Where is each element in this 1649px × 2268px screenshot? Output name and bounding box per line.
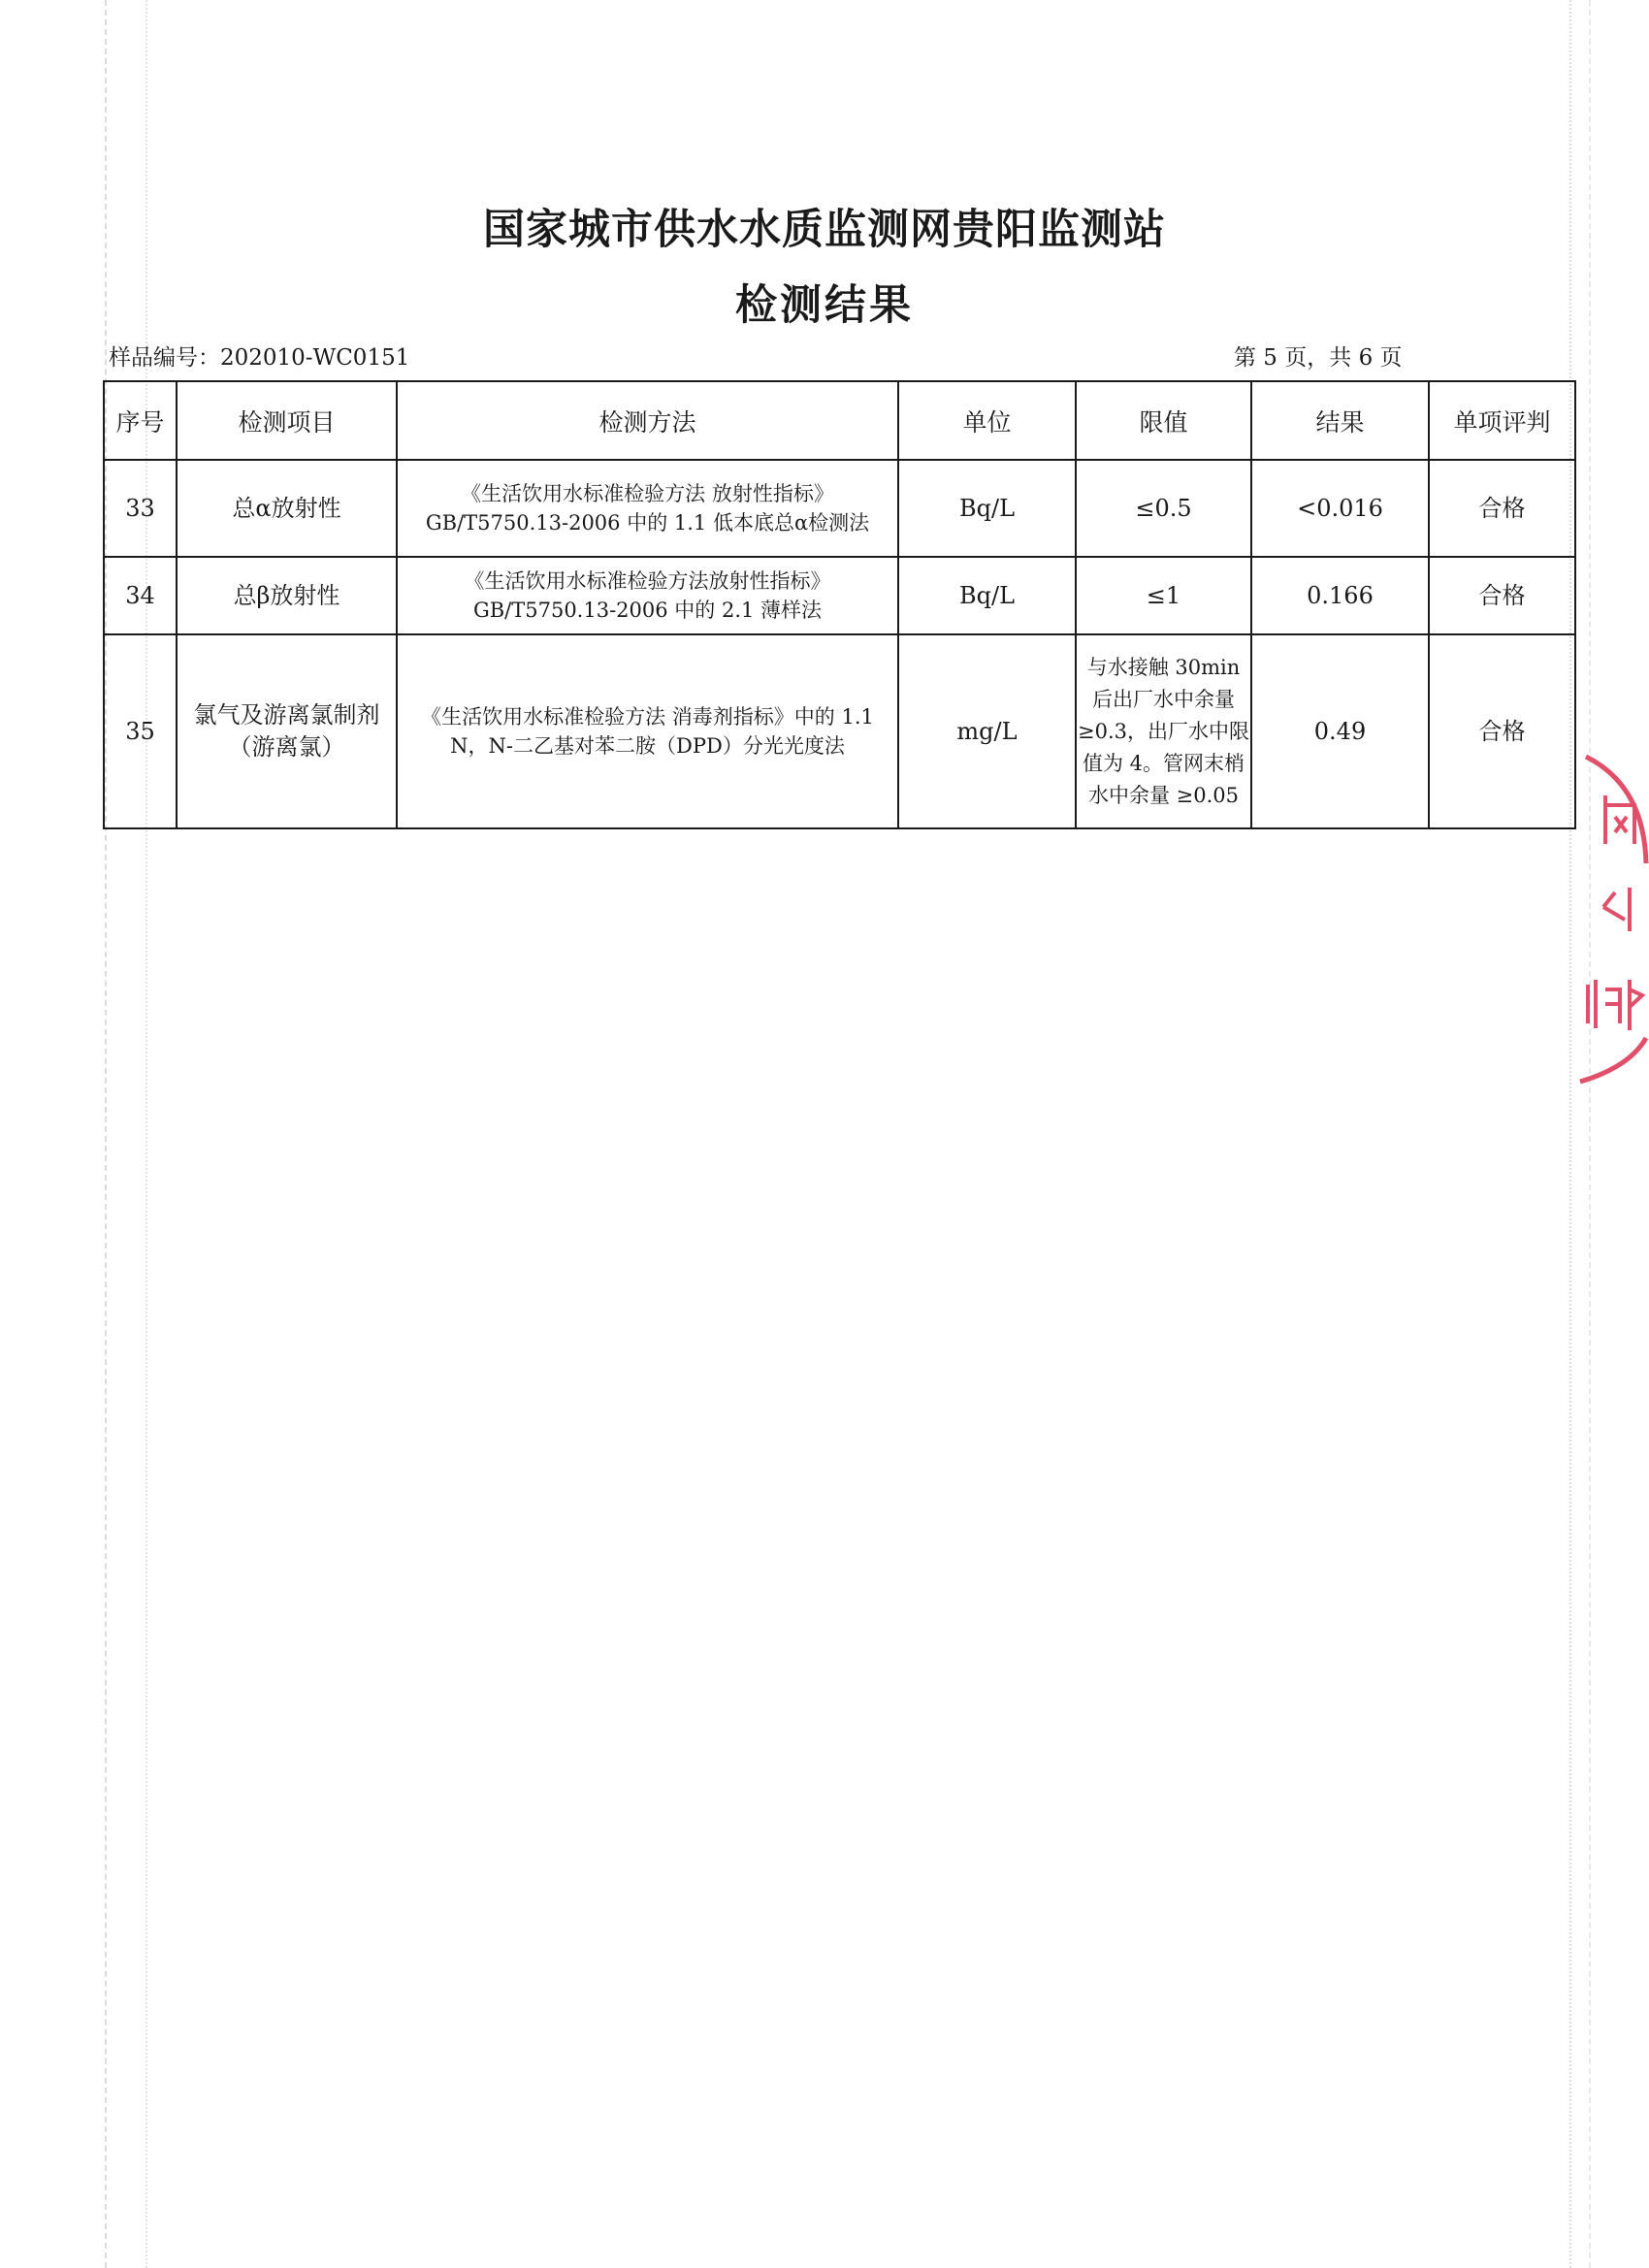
cell-seq: 33	[104, 460, 177, 557]
cell-result: 0.49	[1251, 634, 1429, 828]
scan-edge-line	[1589, 0, 1591, 2268]
cell-judgement: 合格	[1429, 634, 1575, 828]
column-header-item: 检测项目	[177, 381, 397, 460]
seal-stamp-arc	[1580, 1038, 1646, 1082]
results-table	[103, 380, 1576, 829]
seal-stamp-glyph	[1603, 888, 1630, 931]
column-header-judgement: 单项评判	[1429, 381, 1575, 460]
cell-limit: 与水接触 30min 后出厂水中余量 ≥0.3，出厂水中限值为 4。管网末梢水中余量 ≥0.05	[1076, 634, 1251, 828]
scan-edge-line	[1569, 0, 1571, 2268]
seal-stamp-arc	[1586, 757, 1646, 863]
cell-item: 总β放射性	[177, 557, 397, 634]
table-row	[104, 557, 1575, 634]
sample-number: 样品编号：202010-WC0151	[109, 345, 410, 371]
cell-seq: 35	[104, 634, 177, 828]
cell-limit: ≤1	[1076, 557, 1251, 634]
cell-item: 氯气及游离氯制剂（游离氯）	[177, 634, 397, 828]
column-header-limit: 限值	[1076, 381, 1251, 460]
scan-edge-line	[105, 0, 107, 2268]
cell-judgement: 合格	[1429, 460, 1575, 557]
seal-stamp-fragment	[1576, 747, 1649, 1096]
table-row	[104, 460, 1575, 557]
page-title: 国家城市供水水质监测网贵阳监测站	[483, 206, 1166, 254]
cell-method: 《生活饮用水标准检验方法 放射性指标》GB/T5750.13-2006 中的 1.1 低本底总α检测法	[397, 460, 898, 557]
column-header-seq: 序号	[104, 381, 177, 460]
table-header-row	[104, 381, 1575, 460]
cell-item: 总α放射性	[177, 460, 397, 557]
cell-judgement: 合格	[1429, 557, 1575, 634]
column-header-method: 检测方法	[397, 381, 898, 460]
cell-result: 0.166	[1251, 557, 1429, 634]
seal-stamp-glyph	[1588, 980, 1642, 1030]
column-header-result: 结果	[1251, 381, 1429, 460]
page-indicator: 第 5 页，共 6 页	[1234, 345, 1403, 371]
cell-method: 《生活饮用水标准检验方法放射性指标》GB/T5750.13-2006 中的 2.1 薄样法	[397, 557, 898, 634]
page-subtitle: 检测结果	[735, 281, 914, 330]
cell-unit: mg/L	[898, 634, 1076, 828]
column-header-unit: 单位	[898, 381, 1076, 460]
cell-unit: Bq/L	[898, 557, 1076, 634]
cell-unit: Bq/L	[898, 460, 1076, 557]
cell-result: <0.016	[1251, 460, 1429, 557]
cell-method: 《生活饮用水标准检验方法 消毒剂指标》中的 1.1 N，N-二乙基对苯二胺（DPD）分光光度法	[397, 634, 898, 828]
cell-seq: 34	[104, 557, 177, 634]
cell-limit: ≤0.5	[1076, 460, 1251, 557]
table-row	[104, 634, 1575, 828]
